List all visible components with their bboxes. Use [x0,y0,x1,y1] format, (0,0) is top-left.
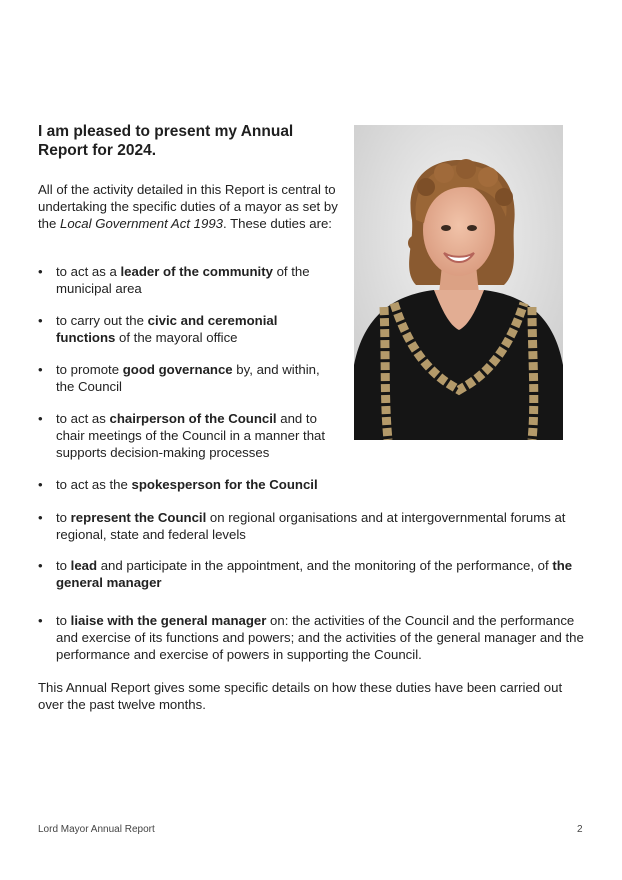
hair-curl [434,163,454,183]
bullet-icon: • [38,264,43,279]
duty-text: to [56,613,71,628]
portrait-illustration [354,125,563,440]
duty-item [38,557,578,591]
hair-curl [496,237,512,253]
bullet-icon: • [38,362,43,377]
duty-text: of the mayoral office [115,330,238,345]
closing-paragraph: This Annual Report gives some specific details on how these duties have been carried out over the past twelve months. [38,680,563,712]
bullet-icon: • [38,510,43,525]
duty-text: and to chair meetings of the Council in a manner that supports decision-making processes [56,411,326,460]
hair-curl [478,167,498,187]
right-eye [467,225,477,231]
act-name: Local Government Act 1993 [60,216,223,231]
duty-highlight: good governance [122,362,233,377]
hair-curl [417,178,435,196]
duty-highlight: chairperson of the Council [109,411,277,426]
duty-item [38,361,330,395]
duty-item [38,612,588,663]
duty-text: and participate in the appointment, and the monitoring of the performance, of [97,558,553,573]
mayor-portrait [354,125,563,440]
bullet-icon: • [38,558,43,573]
duty-text: by, and within, the Council [56,362,320,394]
duty-item [38,263,330,297]
duty-text: on regional organisations and at intergovernmental forums at regional, state and federal levels [56,510,566,542]
duty-highlight: liaise with the general manager [70,613,267,628]
bullet-icon: • [38,411,43,426]
duty-item [38,312,330,346]
bullet-icon: • [38,613,43,628]
duty-text: to act as a [56,264,121,279]
duty-text: to act as [56,411,110,426]
duty-text: to [56,558,71,573]
duty-text: of the municipal area [56,264,310,296]
bullet-icon: • [38,313,43,328]
hair-curl [408,235,424,251]
left-eye [441,225,451,231]
page-number: 2 [577,824,583,835]
footer-title: Lord Mayor Annual Report [38,824,155,835]
hair-curl [495,188,513,206]
duty-highlight: lead [70,558,98,573]
duty-highlight: civic and ceremonial functions [56,313,278,345]
duty-highlight: represent the Council [70,510,207,525]
intro-text-1: All of the activity detailed in this Report is central to undertaking the specific duties of a mayor as set by the [38,182,338,231]
duty-item [38,476,578,493]
duty-highlight: leader of the community [120,264,273,279]
duty-highlight: the general manager [56,558,573,590]
bullet-icon: • [38,477,43,492]
duty-item [38,410,330,461]
duty-item [38,509,588,543]
page-heading: I am pleased to present my Annual Report for 2024. [38,123,294,159]
intro-text-2: . These duties are: [222,216,332,231]
duty-text: to [56,510,71,525]
hair-curl [456,159,476,179]
duty-text: on: the activities of the Council and the performance and exercise of its functions and powers; and the activities of the general manager and the performance and exercise of powers in supporting the Council. [56,613,584,662]
duty-text: to promote [56,362,123,377]
duty-text: to act as the [56,477,132,492]
duty-text: to carry out the [56,313,148,328]
duty-highlight: spokesperson for the Council [131,477,318,492]
